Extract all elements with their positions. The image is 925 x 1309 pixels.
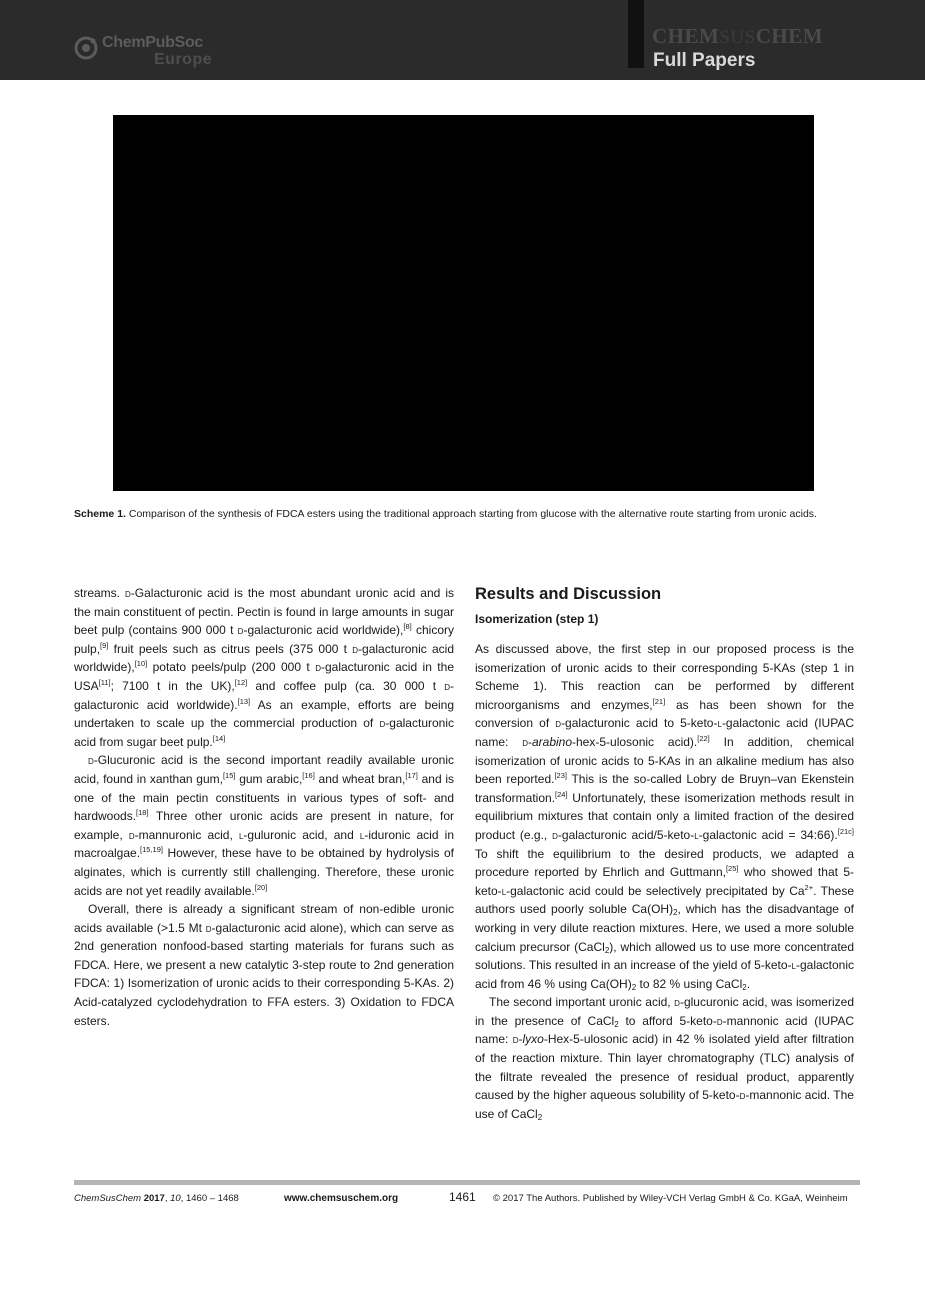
footer-rule xyxy=(74,1180,860,1185)
journal-name xyxy=(652,24,823,49)
paragraph: As discussed above, the first step in our proposed process is the isomerization of uronic acids to their corresponding 5-KAs (step 1 in Scheme 1). This reaction can be performed by different microorganisms and enzymes,[21] as has been shown for the conversion of d-galacturonic acid to 5-keto-l-galactonic acid (IUPAC name: d-arabino-hex-5-ulosonic acid).[22] In addition, chemical isomerization of uronic acids to 5-KAs in an alkaline medium has also been reported.[23] This is the so-called Lobry de Bruyn–van Ekenstein transformation.[24] Unfortunately, these isomerization methods result in equilibrium mixtures that contain only a limited fraction of the desired product (e.g., d-galacturonic acid/5-keto-l-galactonic acid = 34:66).[21c] To shift the equilibrium to the desired products, we adapted a procedure reported by Ehrlich and Guttmann,[25] who showed that 5-keto-l-galactonic acid could be selectively precipitated by $Ca^{2+}$. These authors used poorly soluble $Ca(OH)_2$, which has the disadvantage of working in very dilute reaction mixtures. Here, we used a more soluble calcium precursor (CaCl$_2$), which allowed us to use more concentrated solutions. This resulted in an increase of the yield of 5-keto-l-galactonic acid from 46 % using $Ca(OH)_2$ to 82 % using CaCl$_2$. xyxy=(475,642,855,992)
publisher-emblem-icon xyxy=(74,36,98,60)
footer-url-link[interactable]: www.chemsuschem.org xyxy=(284,1193,399,1204)
paragraph: streams. d-Galacturonic acid is the most abundant uronic acid and is the main constituent of pectin. Pectin is found in large amounts in sugar beet pulp (contains 900 000 t d-galacturonic acid worldwide),[8] chicory pulp,[9] fruit peels such as citrus peels (375 000 t d-galacturonic acid worldwide),[10] potato peels/pulp (200 000 t d-galacturonic acid in the USA[11]; 7100 t in the UK),[12] and coffee pulp (ca. 30 000 t d-galacturonic acid worldwide).[13] As an example, efforts are being undertaken to scale up the commercial production of d-galacturonic acid from sugar beet pulp.[14] xyxy=(74,586,454,749)
footer-journal: ChemSusChem xyxy=(74,1193,142,1204)
scheme-caption xyxy=(74,507,850,522)
footer-pages: , 1460 – 1468 xyxy=(180,1193,239,1204)
page-header xyxy=(0,0,925,80)
journal-name-prefix: CHEM xyxy=(652,24,720,48)
journal-name-mid: SUS xyxy=(719,27,756,48)
publisher-region: Europe xyxy=(154,51,213,68)
footer-year: 2017 xyxy=(143,1193,165,1204)
footer-copyright: © 2017 The Authors. Published by Wiley-VCH Verlag GmbH & Co. KGaA, Weinheim xyxy=(493,1193,848,1204)
right-column xyxy=(475,584,854,1123)
scheme-image xyxy=(113,115,814,491)
header-divider xyxy=(628,0,644,68)
paragraph: Overall, there is already a significant stream of non-edible uronic acids available (>1.5 Mt d-galacturonic acid alone), which can serve as 2nd generation nonfood-based starting materials for furans such as FDCA. Here, we present a new catalytic 3-step route to 2nd generation FDCA: 1) Isomerization of uronic acids to their corresponding 5-KAs. 2) Acid-catalyzed cyclodehydration to FFA esters. 3) Oxidation to FDCA esters. xyxy=(74,902,454,1028)
left-column xyxy=(74,584,454,1030)
journal-name-suffix: CHEM xyxy=(755,24,824,48)
scheme-caption-text: Comparison of the synthesis of FDCA esters using the traditional approach starting from glucose with the alternative route starting from uronic acids. xyxy=(125,508,817,520)
page-number: 1461 xyxy=(449,1190,476,1204)
scheme-label: Scheme 1. xyxy=(74,508,126,520)
paragraph: d-Glucuronic acid is the second important readily available uronic acid, found in xanthan gum,[15] gum arabic,[16] and wheat bran,[17] and is one of the main pectin constituents in various types of soft- and hardwoods.[18] Three other uronic acids are present in nature, for example, d-mannuronic acid, l-guluronic acid, and l-iduronic acid in macroalgae.[15,19] However, these have to be obtained by hydrolysis of alginates, which is currently still challenging. Therefore, these uronic acids are not yet readily available.[20] xyxy=(74,753,454,898)
paragraph: The second important uronic acid, d-glucuronic acid, was isomerized in the presence of CaCl$_2$ to afford 5-keto-d-mannonic acid (IUPAC name: d-lyxo-Hex-5-ulosonic acid) in 42 % isolated yield after filtration of the reaction mixture. Thin layer chromatography (TLC) analysis of the filtrate revealed the presence of residual product, apparently caused by the higher aqueous solubility of 5-keto-d-mannonic acid. The use of CaCl$_2$ xyxy=(475,995,855,1122)
footer-citation: ChemSusChem 2017, 10, 1460 – 1468 xyxy=(74,1193,239,1204)
footer-volume: 10 xyxy=(170,1193,181,1204)
article-type: Full Papers xyxy=(653,50,756,71)
publisher-name: ChemPubSoc xyxy=(102,34,204,51)
subsection-heading: Isomerization (step 1) xyxy=(475,612,599,626)
section-heading: Results and Discussion xyxy=(475,585,662,603)
